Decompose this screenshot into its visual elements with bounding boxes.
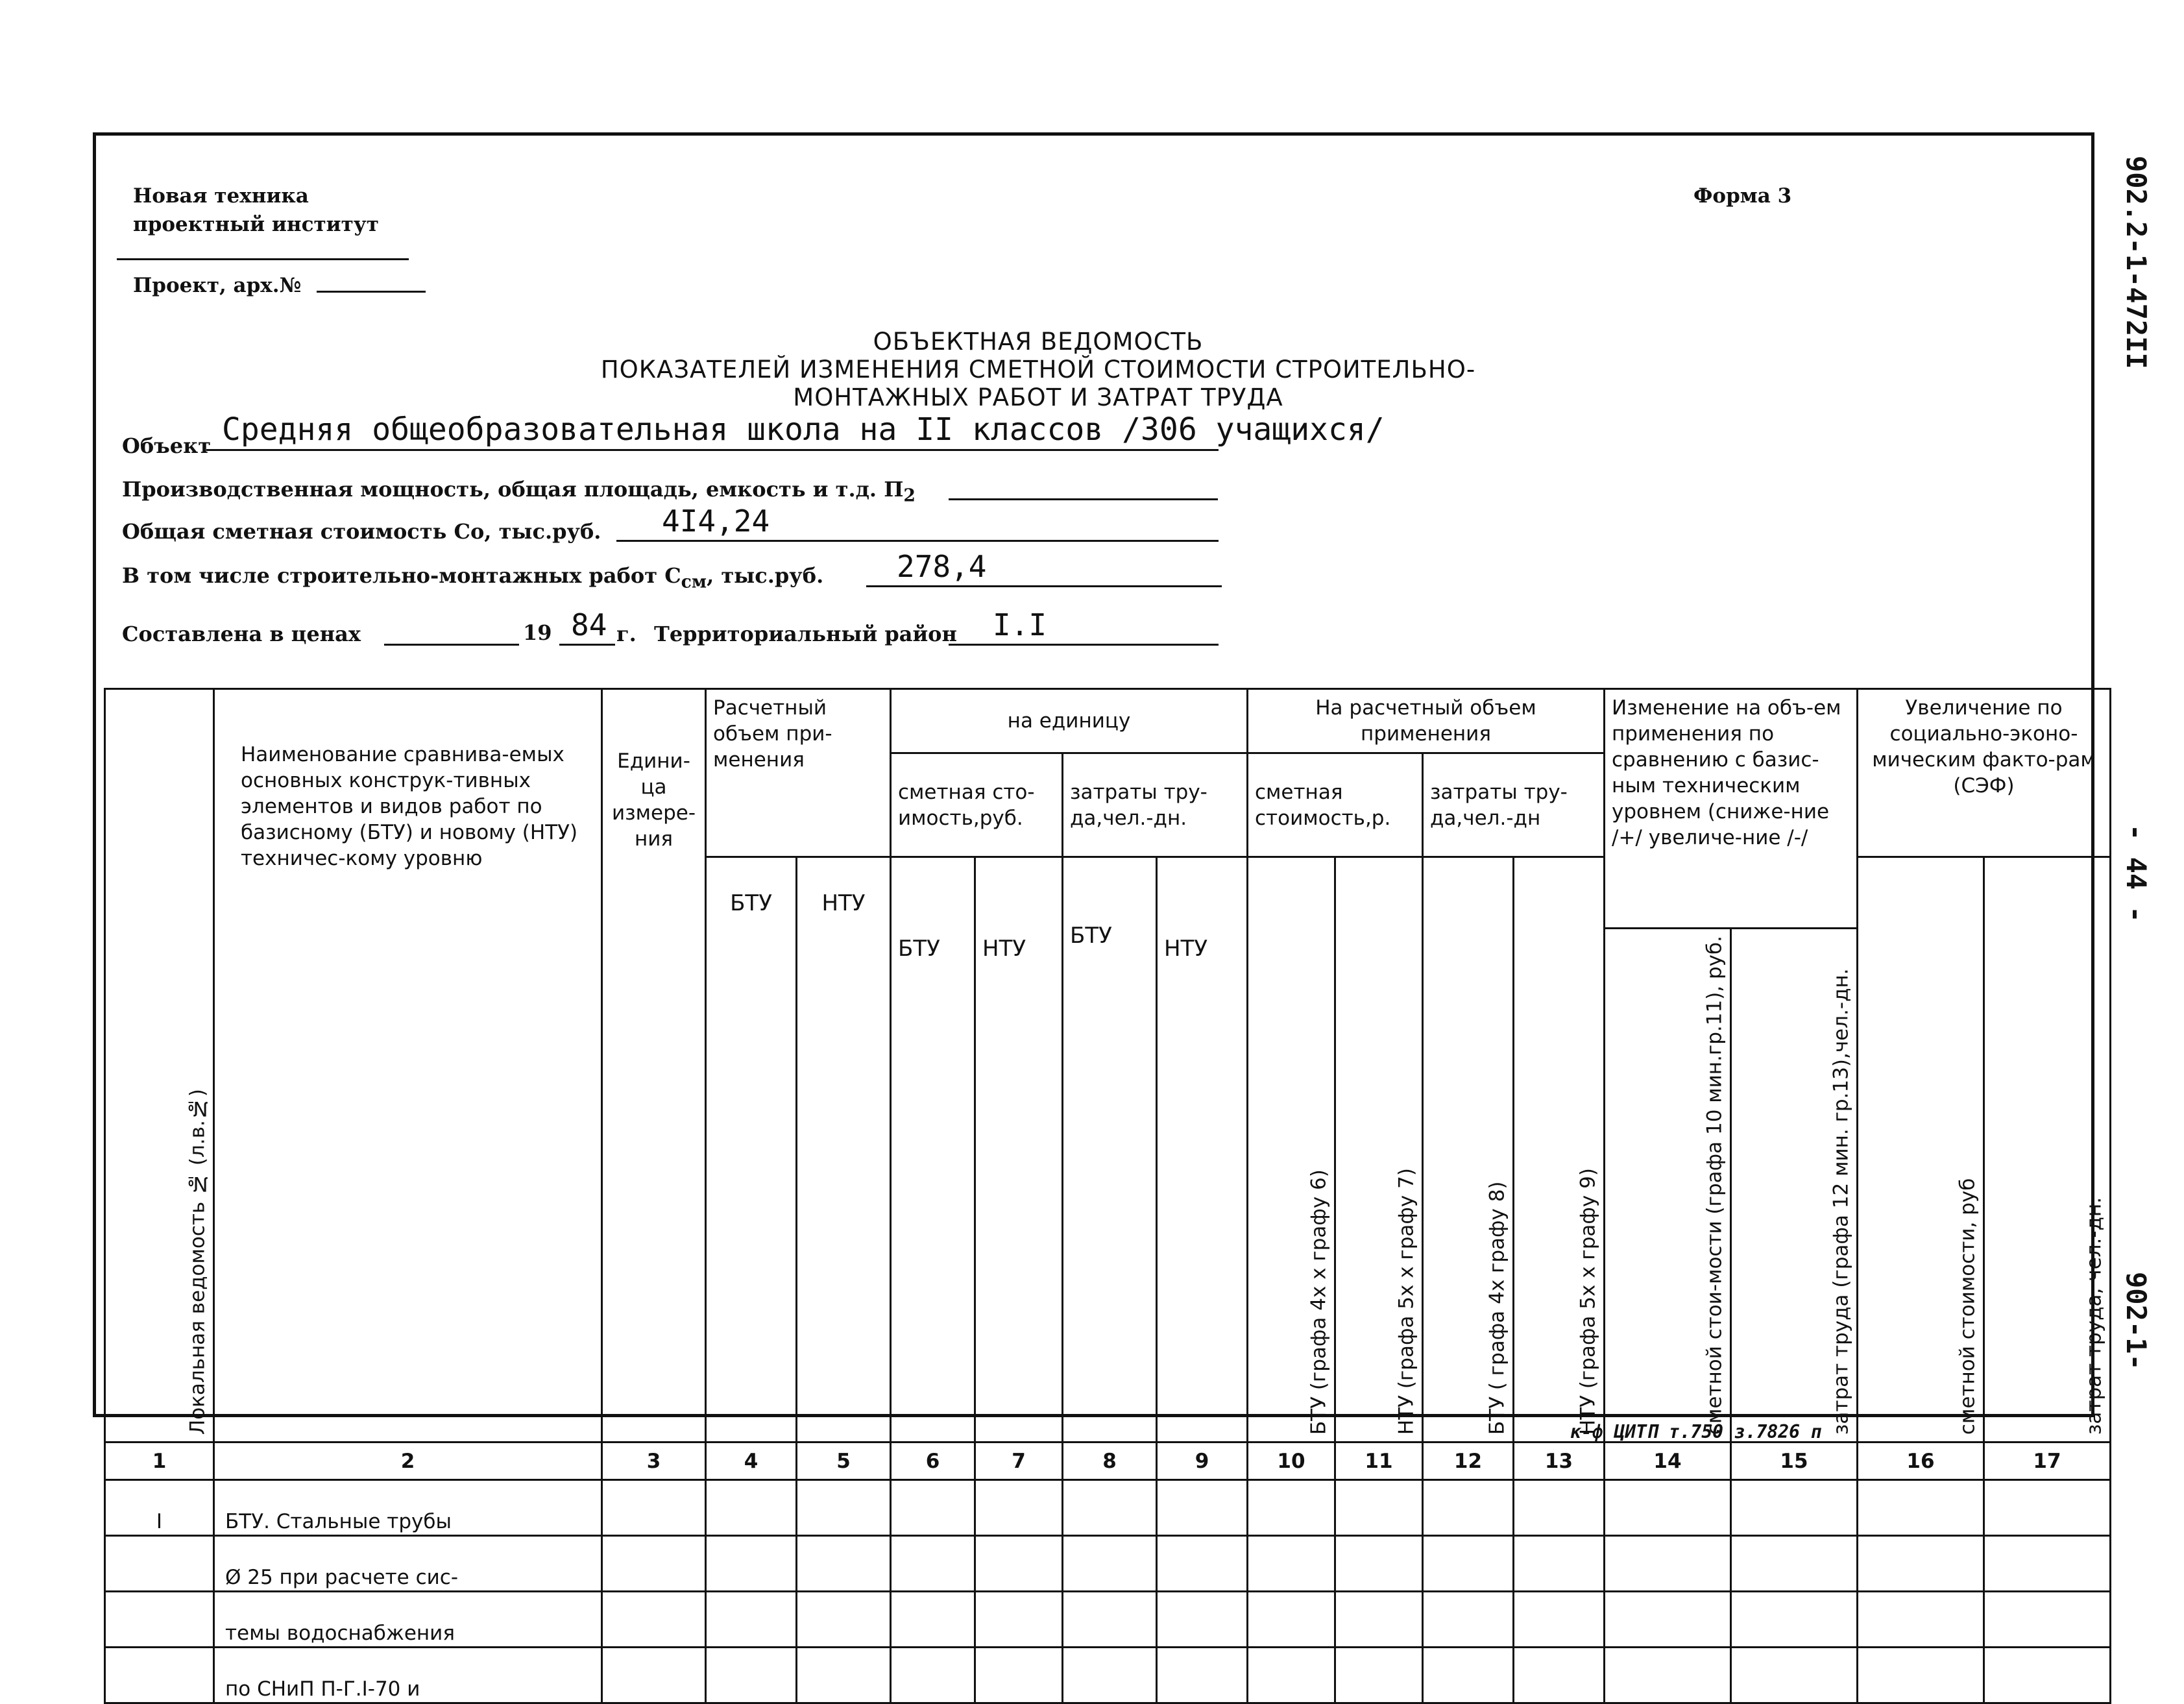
header-col-11: НТУ (графа 5х х графу 7): [1335, 857, 1423, 1442]
header-change: Изменение на объ-ем применения по сравнению с базис-ным техническим уровнем (сниже-ние /+/ увеличе-ние /-/: [1605, 689, 1858, 929]
column-number: 12: [1423, 1442, 1514, 1480]
row-element-name: темы водоснабжения: [214, 1592, 602, 1648]
header-volume-cost: сметная стоимость,р.: [1248, 753, 1423, 857]
table-row: [105, 1536, 2111, 1592]
margin-code-top: 902.2-1-472II: [2120, 156, 2152, 369]
document-title: [454, 328, 1622, 411]
header-unit-cost-btu: БТУ: [891, 857, 975, 1442]
column-number: 7: [975, 1442, 1063, 1480]
object-value: Средняя общеобразовательная школа на II классов /306 учащихся/: [222, 411, 1385, 448]
header-sef: Увеличение по социально-эконо-мическим факто-рам (СЭФ): [1858, 689, 2111, 857]
header-col-17: затрат труда, чел.-дн.: [1984, 857, 2111, 1442]
org-underline: [117, 258, 409, 260]
column-number: 16: [1858, 1442, 1984, 1480]
indicator-table: [104, 688, 2111, 1704]
header-col-13: НТУ (графа 5х х графу 9): [1514, 857, 1605, 1442]
header-per-volume: На расчетный объем применения: [1248, 689, 1605, 753]
column-number: 3: [602, 1442, 706, 1480]
header-element-name: Наименование сравнива-емых основных конструк-тивных элементов и видов работ по базисному (БТУ) и новому (НТУ) техничес-кому уровню: [214, 689, 602, 1442]
region-value: I.I: [993, 607, 1047, 642]
column-number: 8: [1063, 1442, 1157, 1480]
organization-name: [133, 182, 379, 239]
header-col-12: БТУ ( графа 4х графу 8): [1423, 857, 1514, 1442]
project-label: Проект, арх.№: [133, 274, 302, 297]
table-row: [105, 1592, 2111, 1648]
header-unit: Едини-ца измере-ния: [602, 689, 706, 1442]
column-number: 15: [1731, 1442, 1858, 1480]
header-unit-cost: сметная сто-имость,руб.: [891, 753, 1063, 857]
header-local-statement: Локальная ведомость № (л.в.№): [105, 689, 214, 1442]
object-underline: [206, 449, 1219, 451]
total-cost-label: Общая сметная стоимость Со, тыс.руб.: [122, 519, 601, 544]
column-number: 14: [1605, 1442, 1731, 1480]
total-cost-value: 4I4,24: [662, 504, 770, 539]
row-statement-number: [105, 1592, 214, 1648]
column-number: 11: [1335, 1442, 1423, 1480]
header-volume-btu: БТУ: [706, 857, 797, 1442]
project-number-line: [317, 291, 426, 293]
capacity-underline: [949, 498, 1218, 500]
capacity-subscript: 2: [903, 485, 916, 506]
header-unit-labor-btu: БТУ: [1063, 857, 1157, 1442]
header-unit-cost-ntu: НТУ: [975, 857, 1063, 1442]
row-element-name: Ø 25 при расчете сис-: [214, 1536, 602, 1592]
capacity-label: Производственная мощность, общая площадь, емкость и т.д. $П_2$: [122, 477, 916, 506]
header-unit-labor-ntu: НТУ: [1157, 857, 1248, 1442]
header-col-10: БТУ (графа 4х х графу 6): [1248, 857, 1335, 1442]
org-line-2: проектный институт: [133, 213, 379, 236]
year-prefix: 19: [523, 620, 552, 645]
smr-value: 278,4: [897, 549, 987, 584]
column-number: 5: [797, 1442, 891, 1480]
title-line-1: ОБЪЕКТНАЯ ВЕДОМОСТЬ: [873, 328, 1204, 356]
row-statement-number: [105, 1536, 214, 1592]
title-line-2: ПОКАЗАТЕЛЕЙ ИЗМЕНЕНИЯ СМЕТНОЙ СТОИМОСТИ СТРОИТЕЛЬНО-: [600, 356, 1476, 383]
header-col-16: сметной стоимости, руб: [1858, 857, 1984, 1442]
prices-label: Составлена в ценах: [122, 622, 361, 646]
prices-underline: [384, 644, 519, 646]
column-number: 1: [105, 1442, 214, 1480]
column-number: 2: [214, 1442, 602, 1480]
header-unit-labor: затраты тру-да,чел.-дн.: [1063, 753, 1248, 857]
smr-label: В том числе строительно-монтажных работ $С_{см}$, тыс.руб.: [122, 563, 824, 592]
row-element-name: по СНиП П-Г.I-70 и: [214, 1648, 602, 1703]
region-label: Территориальный район: [654, 622, 957, 646]
header-volume-labor: затраты тру-да,чел.-дн: [1423, 753, 1605, 857]
column-number: 13: [1514, 1442, 1605, 1480]
year-suffix: г.: [616, 622, 637, 646]
header-per-unit: на единицу: [891, 689, 1248, 753]
org-line-1: Новая техника: [133, 184, 309, 208]
column-number: 17: [1984, 1442, 2111, 1480]
smr-underline: [866, 585, 1222, 587]
column-number: 9: [1157, 1442, 1248, 1480]
print-stamp: к-ф ЦИТП т.750 з.7826 п: [1570, 1421, 1822, 1442]
object-label: Объект: [122, 433, 212, 458]
year-value: 84: [571, 607, 607, 642]
header-col-15: затрат труда (графа 12 мин. гр.13),чел.-дн.: [1731, 929, 1858, 1442]
row-statement-number: I: [105, 1480, 214, 1536]
column-number: 6: [891, 1442, 975, 1480]
column-number: 4: [706, 1442, 797, 1480]
region-underline: [949, 644, 1219, 646]
year-underline: [559, 644, 615, 646]
header-calc-volume: Расчетный объем при-менения: [706, 689, 891, 857]
title-line-3: МОНТАЖНЫХ РАБОТ И ЗАТРАТ ТРУДА: [793, 383, 1283, 411]
column-number: 10: [1248, 1442, 1335, 1480]
row-statement-number: [105, 1648, 214, 1703]
smr-subscript: см: [681, 572, 707, 592]
form-number: Форма 3: [1693, 184, 1792, 208]
header-col-14: сметной стои-мости (графа 10 мин.гр.11), руб.: [1605, 929, 1731, 1442]
row-element-name: БТУ. Стальные трубы: [214, 1480, 602, 1536]
total-cost-underline: [616, 540, 1219, 542]
margin-page-mark: - 44 -: [2120, 824, 2152, 923]
margin-code-bottom: 902-1-: [2120, 1272, 2152, 1370]
table-row: [105, 1648, 2111, 1703]
column-number-row: [105, 1442, 2111, 1480]
header-volume-ntu: НТУ: [797, 857, 891, 1442]
table-row: [105, 1480, 2111, 1536]
